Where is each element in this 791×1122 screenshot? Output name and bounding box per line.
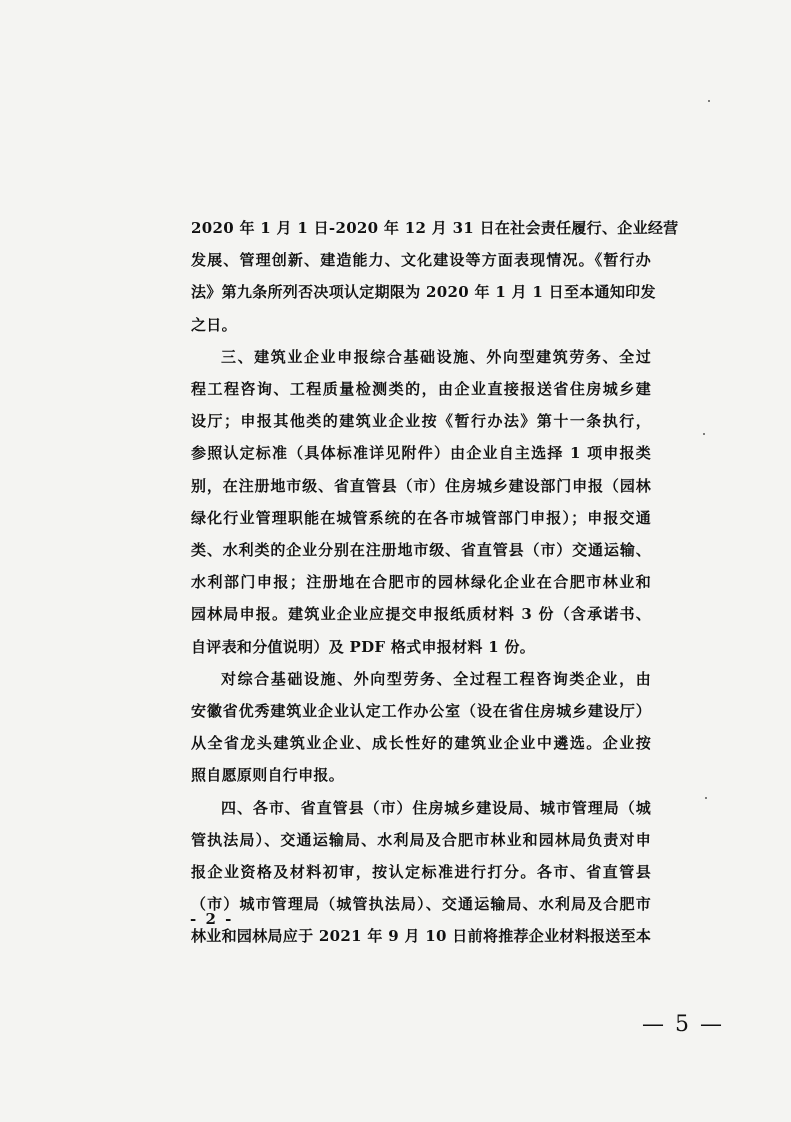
text-line: 三、建筑业企业申报综合基础设施、外向型建筑劳务、全过 <box>221 347 651 366</box>
scan-speck <box>703 433 705 435</box>
text-line: 参照认定标准（具体标准详见附件）由企业自主选择 1 项申报类 <box>191 444 651 463</box>
text-line: 从全省龙头建筑业企业、成长性好的建筑业企业中遴选。企业按 <box>191 734 651 753</box>
text-line: 园林局申报。建筑业企业应提交申报纸质材料 3 份（含承诺书、 <box>191 605 651 624</box>
text-line: （市）城市管理局（城管执法局）、交通运输局、水利局及合肥市 <box>191 895 651 914</box>
text-line: 报企业资格及材料初审，按认定标准进行打分。各市、省直管县 <box>191 863 651 882</box>
text-line: 之日。 <box>191 315 237 334</box>
body-text <box>191 212 679 953</box>
outer-page-number: — 5 — <box>642 1012 724 1037</box>
text-line: 发展、管理创新、建造能力、文化建设等方面表现情况。《暂行办 <box>191 251 651 270</box>
text-line: 自评表和分值说明）及 PDF 格式申报材料 1 份。 <box>191 637 536 656</box>
text-line: 类、水利类的企业分别在注册地市级、省直管县（市）交通运输、 <box>191 541 651 560</box>
text-line: 安徽省优秀建筑业企业认定工作办公室（设在省住房城乡建设厅） <box>191 702 651 721</box>
text-line: 水利部门申报；注册地在合肥市的园林绿化企业在合肥市林业和 <box>191 573 651 592</box>
scan-speck <box>708 100 710 102</box>
paragraph-leading-enterprises <box>191 663 651 792</box>
text-line: 设厅；申报其他类的建筑业企业按《暂行办法》第十一条执行， <box>191 412 651 431</box>
text-line: 程工程咨询、工程质量检测类的，由企业直接报送省住房城乡建 <box>191 380 651 399</box>
text-line: 法》第九条所列否决项认定期限为 2020 年 1 月 1 日至本通知印发 <box>191 283 656 302</box>
paragraph-evaluation-period <box>191 212 679 341</box>
inner-page-number: - 2 - <box>190 910 234 928</box>
scan-speck <box>705 797 707 799</box>
text-line: 对综合基础设施、外向型劳务、全过程工程咨询类企业，由 <box>221 669 651 688</box>
text-line: 林业和园林局应于 2021 年 9 月 10 日前将推荐企业材料报送至本 <box>191 927 652 946</box>
text-line: 2020 年 1 月 1 日-2020 年 12 月 31 日在社会责任履行、企业经营 <box>191 219 679 237</box>
text-line: 四、各市、省直管县（市）住房城乡建设局、城市管理局（城 <box>221 798 651 817</box>
text-line: 管执法局）、交通运输局、水利局及合肥市林业和园林局负责对申 <box>191 830 651 849</box>
paragraph-section-4 <box>191 792 651 953</box>
paragraph-section-3 <box>191 341 651 663</box>
text-line: 绿化行业管理职能在城管系统的在各市城管部门申报）；申报交通 <box>191 508 651 527</box>
text-line: 别，在注册地市级、省直管县（市）住房城乡建设部门申报（园林 <box>191 476 651 495</box>
text-line: 照自愿原则自行申报。 <box>191 766 345 785</box>
